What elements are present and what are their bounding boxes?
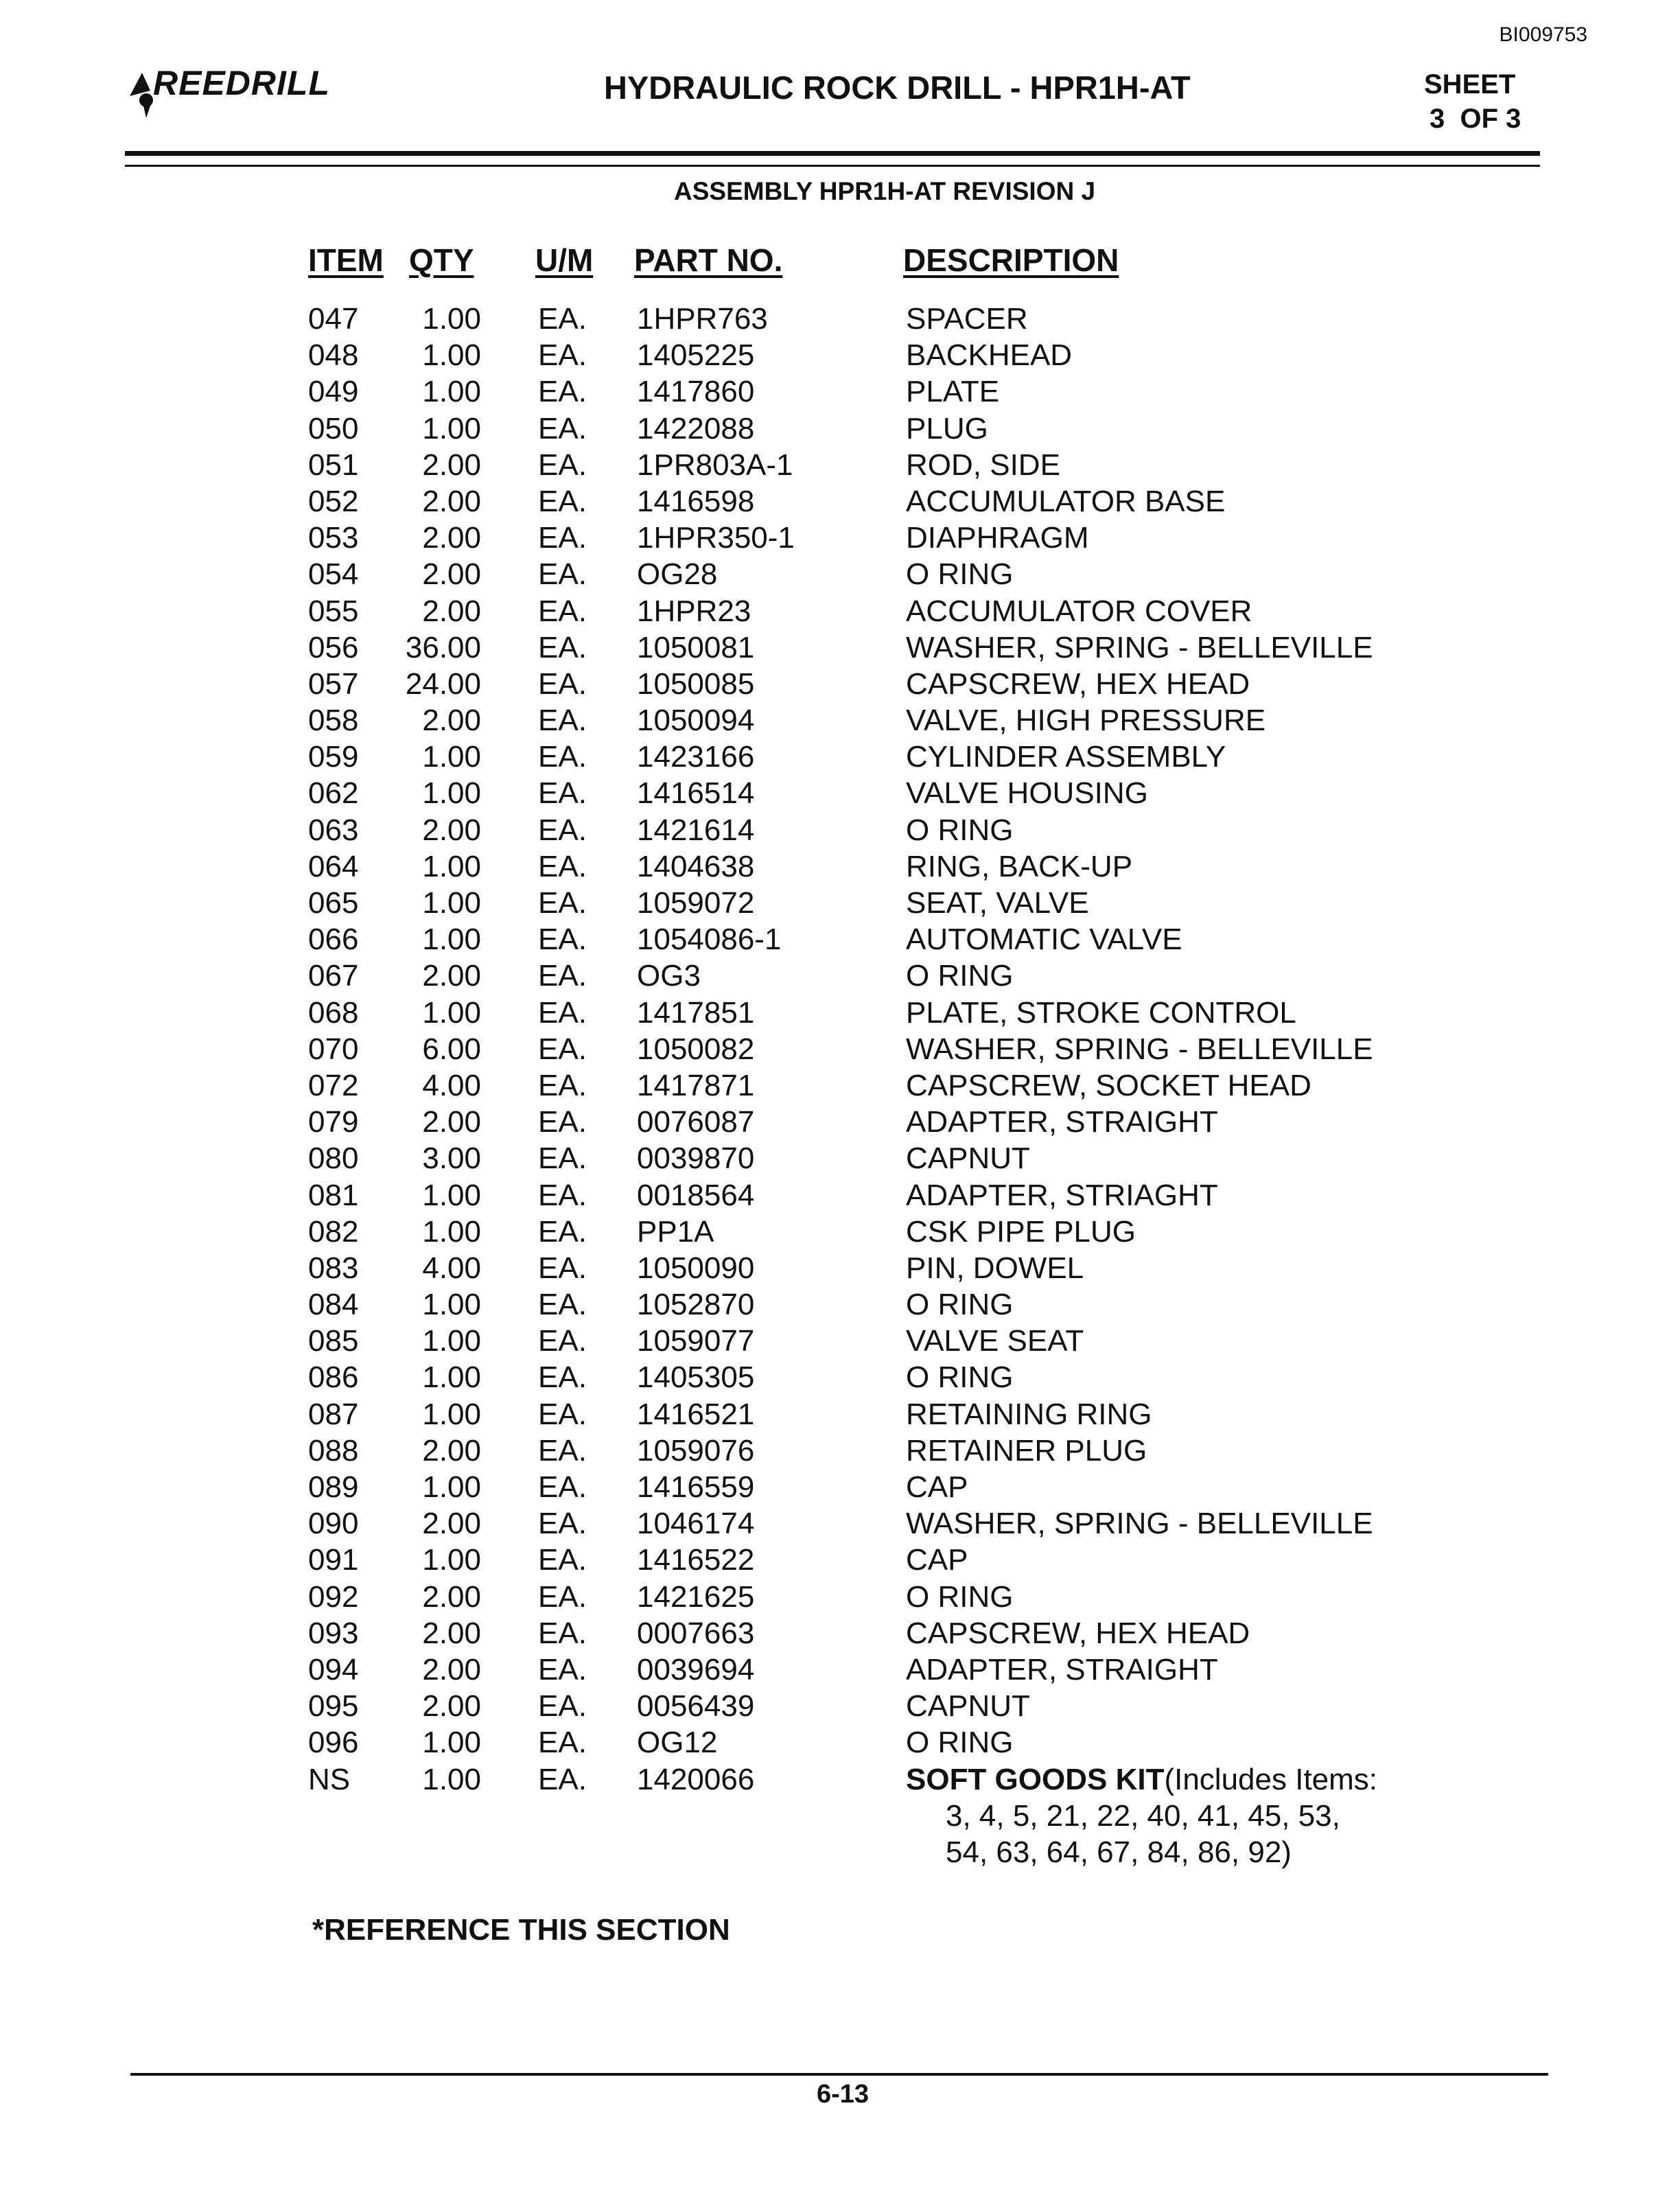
part-number: 1050081 (637, 630, 755, 664)
table-row (0, 921, 1680, 958)
part-number: 1416521 (637, 1397, 755, 1431)
table-row (0, 1214, 1680, 1250)
part-number: PP1A (637, 1214, 714, 1249)
item-number: 070 (308, 1032, 359, 1066)
col-header-item: ITEM (308, 242, 384, 278)
quantity: 1.00 (422, 995, 481, 1030)
quantity: 36.00 (405, 630, 481, 664)
description: ACCUMULATOR COVER (906, 594, 1252, 628)
item-number: 090 (308, 1507, 359, 1541)
item-number: 056 (308, 630, 359, 664)
quantity: 1.00 (422, 886, 481, 920)
part-number: 1050090 (637, 1251, 755, 1285)
item-number: 087 (308, 1397, 359, 1431)
item-number: 096 (308, 1726, 359, 1760)
unit-of-measure: EA. (538, 1288, 587, 1322)
description: PLUG (906, 411, 988, 445)
reference-note: *REFERENCE THIS SECTION (312, 1913, 730, 1947)
unit-of-measure: EA. (538, 521, 587, 555)
unit-of-measure: EA. (538, 1360, 587, 1395)
col-header-description: DESCRIPTION (903, 242, 1119, 278)
item-number: 062 (308, 776, 359, 811)
description: O RING (906, 1360, 1014, 1395)
item-number: 082 (308, 1214, 359, 1249)
table-row (0, 629, 1680, 666)
item-number: 065 (308, 886, 359, 920)
quantity: 2.00 (422, 704, 481, 738)
table-row (0, 1067, 1680, 1104)
quantity: 1.00 (422, 1288, 481, 1322)
unit-of-measure: EA. (538, 813, 587, 847)
quantity: 1.00 (422, 1726, 481, 1760)
quantity: 1.00 (422, 338, 481, 373)
unit-of-measure: EA. (538, 1433, 587, 1468)
table-row (0, 556, 1680, 592)
unit-of-measure: EA. (538, 1178, 587, 1212)
quantity: 1.00 (422, 1397, 481, 1431)
table-row (0, 885, 1680, 921)
part-number: 0039694 (637, 1652, 755, 1686)
description: O RING (906, 959, 1014, 993)
description: ADAPTER, STRAIGHT (906, 1652, 1218, 1686)
unit-of-measure: EA. (538, 1214, 587, 1249)
unit-of-measure: EA. (538, 594, 587, 628)
assembly-subtitle: ASSEMBLY HPR1H-AT REVISION J (674, 177, 1096, 205)
description: CAP (906, 1543, 968, 1577)
description: CAPNUT (906, 1689, 1030, 1724)
part-number: 1421625 (637, 1579, 755, 1614)
table-row (0, 1651, 1680, 1688)
part-number: 1420066 (637, 1762, 755, 1796)
unit-of-measure: EA. (538, 1689, 587, 1724)
table-row (0, 1469, 1680, 1505)
item-number: 093 (308, 1616, 359, 1650)
unit-of-measure: EA. (538, 740, 587, 774)
item-number: 057 (308, 666, 359, 701)
table-row (0, 958, 1680, 994)
header-rule-thin (125, 165, 1540, 167)
quantity: 1.00 (422, 776, 481, 811)
table-row (0, 1177, 1680, 1214)
unit-of-measure: EA. (538, 849, 587, 883)
description: VALVE HOUSING (906, 776, 1148, 811)
unit-of-measure: EA. (538, 1762, 587, 1796)
col-header-part: PART NO. (634, 242, 783, 278)
item-number: 072 (308, 1068, 359, 1102)
unit-of-measure: EA. (538, 375, 587, 409)
description: PIN, DOWEL (906, 1251, 1084, 1285)
item-number: 049 (308, 375, 359, 409)
table-row (0, 1542, 1680, 1578)
item-number: 089 (308, 1470, 359, 1504)
quantity: 1.00 (422, 411, 481, 445)
table-row (0, 1323, 1680, 1359)
description: O RING (906, 1288, 1014, 1322)
item-number: 086 (308, 1360, 359, 1395)
part-number: 0018564 (637, 1178, 755, 1212)
item-number: 095 (308, 1689, 359, 1724)
quantity: 2.00 (422, 594, 481, 628)
description: O RING (906, 557, 1014, 592)
quantity: 2.00 (422, 1579, 481, 1614)
description: ROD, SIDE (906, 448, 1060, 482)
unit-of-measure: EA. (538, 959, 587, 993)
description: PLATE, STROKE CONTROL (906, 995, 1296, 1030)
description: CAPNUT (906, 1141, 1030, 1176)
part-number: 1421614 (637, 813, 755, 847)
table-row (0, 1031, 1680, 1067)
description: O RING (906, 1726, 1014, 1760)
quantity: 1.00 (422, 849, 481, 883)
quantity: 2.00 (422, 1105, 481, 1139)
part-number: 1416598 (637, 484, 755, 518)
description: ADAPTER, STRAIGHT (906, 1105, 1218, 1139)
quantity: 1.00 (422, 740, 481, 774)
unit-of-measure: EA. (538, 1251, 587, 1285)
document-title: HYDRAULIC ROCK DRILL - HPR1H-AT (604, 69, 1191, 106)
item-number: 067 (308, 959, 359, 993)
description: WASHER, SPRING - BELLEVILLE (906, 630, 1373, 664)
sheet-indicator (1424, 67, 1521, 136)
table-row (0, 373, 1680, 410)
item-number: 058 (308, 704, 359, 738)
table-row (0, 1579, 1680, 1615)
item-number: 085 (308, 1324, 359, 1358)
unit-of-measure: EA. (538, 886, 587, 920)
footer-rule (130, 2073, 1548, 2076)
table-row (0, 812, 1680, 848)
table-row (0, 1688, 1680, 1724)
quantity: 2.00 (422, 1689, 481, 1724)
part-number: 1404638 (637, 849, 755, 883)
part-number: 1405305 (637, 1360, 755, 1395)
item-number: 052 (308, 484, 359, 518)
part-number: 1417860 (637, 375, 755, 409)
table-row (0, 1615, 1680, 1651)
description: SPACER (906, 302, 1028, 336)
description: CAPSCREW, HEX HEAD (906, 1616, 1250, 1650)
part-number: 1417851 (637, 995, 755, 1030)
table-row (0, 593, 1680, 629)
description: CAP (906, 1470, 968, 1504)
kit-includes-label: (Includes Items: (1164, 1762, 1378, 1796)
part-number: 1416514 (637, 776, 755, 811)
unit-of-measure: EA. (538, 448, 587, 482)
description: CYLINDER ASSEMBLY (906, 740, 1226, 774)
quantity: 1.00 (422, 1178, 481, 1212)
unit-of-measure: EA. (538, 302, 587, 336)
item-number: 081 (308, 1178, 359, 1212)
item-number: 083 (308, 1251, 359, 1285)
part-number: 1059077 (637, 1324, 755, 1358)
unit-of-measure: EA. (538, 557, 587, 592)
item-number: 063 (308, 813, 359, 847)
description: WASHER, SPRING - BELLEVILLE (906, 1032, 1373, 1066)
description: VALVE, HIGH PRESSURE (906, 704, 1266, 738)
unit-of-measure: EA. (538, 1616, 587, 1650)
item-number: 051 (308, 448, 359, 482)
parts-list (0, 301, 1680, 1870)
kit-items-text: 3, 4, 5, 21, 22, 40, 41, 45, 53, (946, 1798, 1340, 1833)
part-number: 1054086-1 (637, 923, 782, 957)
description: AUTOMATIC VALVE (906, 923, 1182, 957)
part-number: 1050082 (637, 1032, 755, 1066)
table-row (0, 739, 1680, 775)
unit-of-measure: EA. (538, 776, 587, 811)
part-number: 0039870 (637, 1141, 755, 1176)
unit-of-measure: EA. (538, 923, 587, 957)
quantity: 1.00 (422, 1470, 481, 1504)
description: CSK PIPE PLUG (906, 1214, 1136, 1249)
quantity: 2.00 (422, 1433, 481, 1468)
description: SEAT, VALVE (906, 886, 1089, 920)
sheet-label: SHEET (1424, 69, 1516, 100)
part-number: 1422088 (637, 411, 755, 445)
part-number: 0007663 (637, 1616, 755, 1650)
quantity: 2.00 (422, 813, 481, 847)
unit-of-measure: EA. (538, 1105, 587, 1139)
quantity: 2.00 (422, 448, 481, 482)
table-row (0, 702, 1680, 739)
description: WASHER, SPRING - BELLEVILLE (906, 1507, 1373, 1541)
table-row (0, 483, 1680, 520)
quantity: 2.00 (422, 1652, 481, 1686)
kit-items-line (0, 1798, 1680, 1834)
table-row (0, 995, 1680, 1031)
item-number: 091 (308, 1543, 359, 1577)
item-number: 054 (308, 557, 359, 592)
part-number: OG28 (637, 557, 718, 592)
quantity: 3.00 (422, 1141, 481, 1176)
quantity: 2.00 (422, 521, 481, 555)
item-number: 066 (308, 923, 359, 957)
part-number: 0076087 (637, 1105, 755, 1139)
part-number: 0056439 (637, 1689, 755, 1724)
part-number: 1050094 (637, 704, 755, 738)
unit-of-measure: EA. (538, 1324, 587, 1358)
header-rule (125, 151, 1540, 156)
item-number: 059 (308, 740, 359, 774)
unit-of-measure: EA. (538, 704, 587, 738)
unit-of-measure: EA. (538, 666, 587, 701)
table-row (0, 447, 1680, 483)
description: DIAPHRAGM (906, 521, 1089, 555)
part-number: 1059072 (637, 886, 755, 920)
quantity: 2.00 (422, 484, 481, 518)
kit-items-text: 54, 63, 64, 67, 84, 86, 92) (946, 1835, 1292, 1869)
unit-of-measure: EA. (538, 995, 587, 1030)
unit-of-measure: EA. (538, 411, 587, 445)
part-number: 1HPR763 (637, 302, 768, 336)
item-number: 084 (308, 1288, 359, 1322)
sheet-of: 3 OF 3 (1430, 104, 1521, 134)
item-number: 080 (308, 1141, 359, 1176)
table-row (0, 1433, 1680, 1469)
part-number: 1059076 (637, 1433, 755, 1468)
quantity: 1.00 (422, 1214, 481, 1249)
item-number: 053 (308, 521, 359, 555)
item-number: 064 (308, 849, 359, 883)
part-number: 1416559 (637, 1470, 755, 1504)
part-number: 1PR803A-1 (637, 448, 793, 482)
quantity: 2.00 (422, 959, 481, 993)
item-number: 047 (308, 302, 359, 336)
part-number: 1050085 (637, 666, 755, 701)
quantity: 1.00 (422, 1324, 481, 1358)
table-row (0, 666, 1680, 702)
item-number: 055 (308, 594, 359, 628)
part-number: OG3 (637, 959, 701, 993)
table-row (0, 1104, 1680, 1140)
document-id: BI009753 (1499, 23, 1587, 46)
table-row (0, 1396, 1680, 1433)
unit-of-measure: EA. (538, 1543, 587, 1577)
kit-items-line (0, 1834, 1680, 1870)
quantity: 1.00 (422, 1762, 481, 1796)
part-number: 1HPR350-1 (637, 521, 795, 555)
part-number: 1046174 (637, 1507, 755, 1541)
item-number: 092 (308, 1579, 359, 1614)
quantity: 4.00 (422, 1251, 481, 1285)
col-header-qty: QTY (409, 242, 474, 278)
unit-of-measure: EA. (538, 338, 587, 373)
part-number: 1423166 (637, 740, 755, 774)
table-row (0, 410, 1680, 447)
logo-text: REEDRILL (153, 64, 330, 102)
kit-name: SOFT GOODS KIT (906, 1762, 1165, 1796)
page-number: 6-13 (817, 2080, 870, 2109)
description: VALVE SEAT (906, 1324, 1084, 1358)
table-row (0, 1359, 1680, 1395)
unit-of-measure: EA. (538, 1652, 587, 1686)
unit-of-measure: EA. (538, 1032, 587, 1066)
table-row (0, 1505, 1680, 1542)
unit-of-measure: EA. (538, 1507, 587, 1541)
unit-of-measure: EA. (538, 484, 587, 518)
unit-of-measure: EA. (538, 1470, 587, 1504)
quantity: 24.00 (405, 666, 481, 701)
item-number: 088 (308, 1433, 359, 1468)
description: PLATE (906, 375, 1000, 409)
table-row (0, 301, 1680, 337)
description: RING, BACK-UP (906, 849, 1133, 883)
table-row (0, 1250, 1680, 1286)
part-number: 1405225 (637, 338, 755, 373)
description: ADAPTER, STRIAGHT (906, 1178, 1218, 1212)
quantity: 1.00 (422, 1543, 481, 1577)
description: RETAINING RING (906, 1397, 1152, 1431)
description: CAPSCREW, SOCKET HEAD (906, 1068, 1311, 1102)
part-number: 1417871 (637, 1068, 755, 1102)
table-row (0, 1140, 1680, 1176)
unit-of-measure: EA. (538, 1579, 587, 1614)
table-row-kit (0, 1761, 1680, 1798)
quantity: 2.00 (422, 1507, 481, 1541)
table-row (0, 848, 1680, 885)
table-row (0, 337, 1680, 373)
quantity: 6.00 (422, 1032, 481, 1066)
description: RETAINER PLUG (906, 1433, 1147, 1468)
item-number: 048 (308, 338, 359, 373)
part-number: 1052870 (637, 1288, 755, 1322)
description: O RING (906, 1579, 1014, 1614)
col-header-um: U/M (535, 242, 594, 278)
quantity: 1.00 (422, 375, 481, 409)
item-number: 068 (308, 995, 359, 1030)
table-row (0, 1724, 1680, 1761)
table-row (0, 520, 1680, 556)
item-number: 079 (308, 1105, 359, 1139)
quantity: 1.00 (422, 923, 481, 957)
unit-of-measure: EA. (538, 1397, 587, 1431)
item-number: 094 (308, 1652, 359, 1686)
table-row (0, 1286, 1680, 1323)
unit-of-measure: EA. (538, 1141, 587, 1176)
quantity: 4.00 (422, 1068, 481, 1102)
description: ACCUMULATOR BASE (906, 484, 1226, 518)
description: BACKHEAD (906, 338, 1073, 373)
description: O RING (906, 813, 1014, 847)
part-number: 1HPR23 (637, 594, 751, 628)
unit-of-measure: EA. (538, 1726, 587, 1760)
unit-of-measure: EA. (538, 1068, 587, 1102)
unit-of-measure: EA. (538, 630, 587, 664)
part-number: OG12 (637, 1726, 718, 1760)
quantity: 2.00 (422, 557, 481, 592)
reedrill-logo (127, 60, 333, 122)
item-number: 050 (308, 411, 359, 445)
quantity: 2.00 (422, 1616, 481, 1650)
description (906, 1761, 1377, 1798)
quantity: 1.00 (422, 1360, 481, 1395)
part-number: 1416522 (637, 1543, 755, 1577)
description: CAPSCREW, HEX HEAD (906, 666, 1250, 701)
item-number: NS (308, 1762, 351, 1796)
quantity: 1.00 (422, 302, 481, 336)
table-row (0, 775, 1680, 811)
